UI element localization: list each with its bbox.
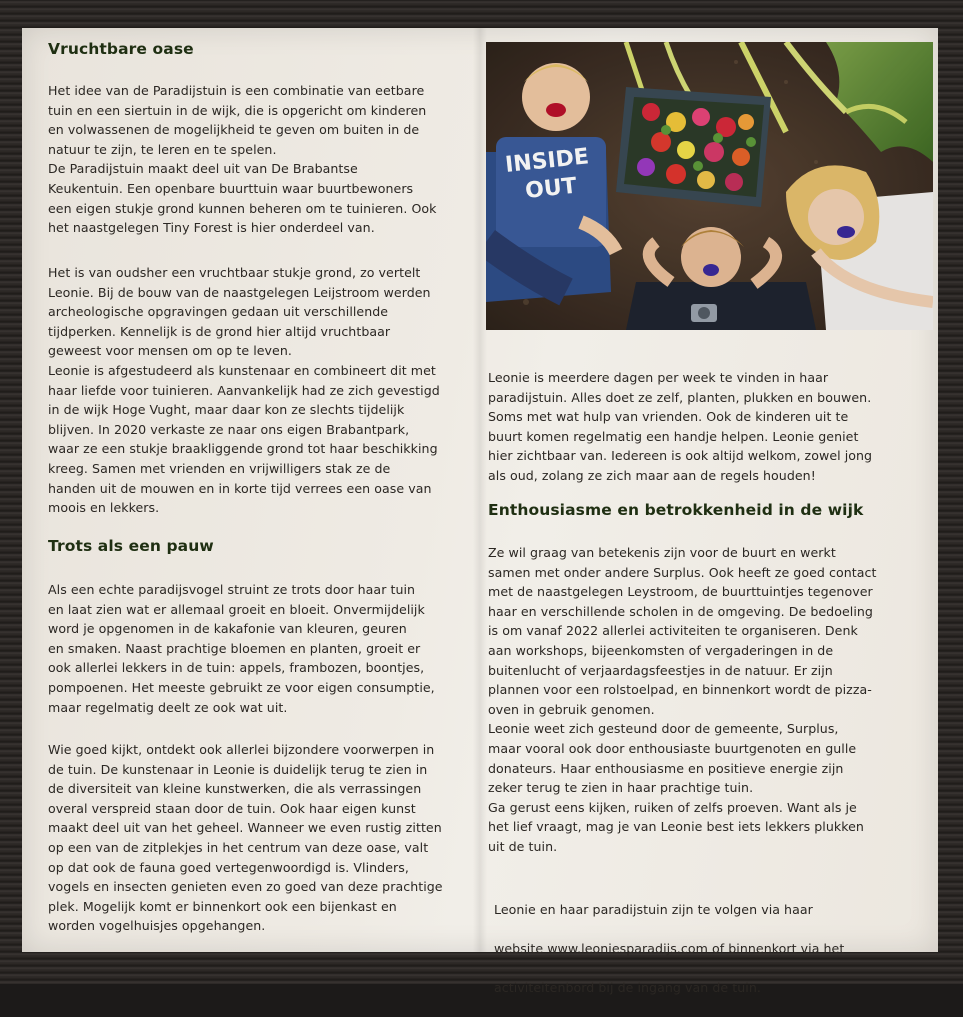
website-link[interactable]: www.leoniesparadijs.com: [547, 940, 708, 956]
footer-suffix: of binnenkort via het: [707, 940, 845, 956]
footer-line-1: Leonie en haar paradijstuin zijn te volgen via haar: [494, 901, 813, 917]
heading-vruchtbare-oase: Vruchtbare oase: [48, 40, 194, 58]
paragraph-kunstwerken: Wie goed kijkt, ontdekt ook allerlei bijzondere voorwerpen in de tuin. De kunstenaar in Leonie is duidelijk terug te zien in de diversiteit van kleine kunstwerken, die als verrassingen overal verspreid staan door de tuin. Ook haar eigen kunst maakt deel uit van het geheel. Wanneer we even rustig zitten op een van de zitplekjes in het centrum van deze oase, valt op dat ook de fauna goed vertegenwoordigd is. Vlinders, vogels en insecten genieten even zo goed van deze prachtige plek. Mogelijk komt er binnenkort ook een bijenkast en worden vogelhuisjes opgehangen.: [48, 742, 443, 934]
paragraph-paradijstuin: Leonie is meerdere dagen per week te vinden in haar paradijstuin. Alles doet ze zelf, planten, plukken en bouwen. Soms met wat hulp van vrienden. Ook de kinderen uit te buurt komen regelmatig een handje helpen. Leonie geniet hier zichtbaar van. Iedereen is ook altijd welkom, zowel jong als oud, zolang ze zich maar aan de regels houden!: [488, 370, 873, 483]
heading-enthousiasme: Enthousiasme en betrokkenheid in de wijk: [488, 501, 864, 519]
paragraph-history: Het is van oudsher een vruchtbaar stukje grond, zo vertelt Leonie. Bij de bouw van de naastgelegen Leijstroom werden archeologische opgravingen gedaan uit verschillende tijdperken. Kennelijk is de grond hier altijd vruchtbaar geweest voor mensen om op te leven. Leonie is afgestudeerd als kunstenaar en combineert dit met haar liefde voor tuinieren. Aanvankelijk had ze zich gevestigd in de wijk Hoge Vught, maar daar kon ze slechts tijdelijk blijven. In 2020 verkaste ze naar ons eigen Brabantpark, waar ze een stukje braakliggende grond tot haar beschikking kreeg. Samen met vrienden en vrijwilligers stak ze de handen uit de mouwen en in korte tijd verrees een oase van moois en lekkers.: [48, 265, 440, 516]
paragraph-intro: Het idee van de Paradijstuin is een combinatie van eetbare tuin en een siertuin in de wijk, die is opgericht om kinderen en volwassenen de mogelijkheid te geven om buiten in de natuur te zijn, te leren en te spelen. De Paradijstuin maakt deel uit van De Brabantse Keukentuin. Een openbare buurttuin waar buurtbewoners een eigen stukje grond kunnen beheren om te tuinieren. Ook het naastgelegen Tiny Forest is hier onderdeel van.: [48, 83, 437, 236]
children-garden-photo: [486, 42, 933, 330]
heading-trots-als-een-pauw: Trots als een pauw: [48, 537, 214, 555]
shirt-text-inside: INSIDE: [504, 144, 591, 178]
magazine-page: [22, 28, 938, 995]
footer-line-3: activiteitenbord bij de ingang van de tuin.: [494, 979, 761, 995]
page-fold: [473, 28, 487, 952]
shirt-text-out: OUT: [524, 173, 578, 204]
paragraph-paradijsvogel: Als een echte paradijsvogel struint ze trots door haar tuin en laat zien wat er allemaal groeit en bloeit. Onvermijdelijk word je opgenomen in de kakafonie van kleuren, geuren en smaken. Naast prachtige bloemen en planten, groeit er ook allerlei lekkers in de tuin: appels, frambozen, boontjes, pompoenen. Het meeste gebruikt ze voor eigen consumptie, maar regelmatig deelt ze ook wat uit.: [48, 582, 435, 715]
paragraph-betekenis: Ze wil graag van betekenis zijn voor de buurt en werkt samen met onder andere Surplus. Ook heeft ze goed contact met de naastgelegen Leystroom, de buurttuintjes tegenover haar en verschillende scholen in de omgeving. De bedoeling is om vanaf 2022 allerlei activiteiten te organiseren. Denk aan workshops, bijeenkomsten of vergaderingen in de buitenlucht of verjaardagsfeestjes in de natuur. Er zijn plannen voor een rolstoelpad, en binnenkort wordt de pizza- oven in gebruik genomen. Leonie weet zich gesteund door de gemeente, Surplus, maar vooral ook door enthousiaste buurtgenoten en gulle donateurs. Haar enthousiasme en positieve energie zijn zeker terug te zien in haar prachtige tuin. Ga gerust eens kijken, ruiken of zelfs proeven. Want als je het lief vraagt, mag je van Leonie best iets lekkers plukken uit de tuin.: [488, 545, 877, 854]
footer-info: [494, 880, 894, 1017]
footer-line-2: [494, 939, 894, 959]
footer-prefix: website: [494, 940, 548, 956]
photo-illustration: [486, 42, 933, 330]
